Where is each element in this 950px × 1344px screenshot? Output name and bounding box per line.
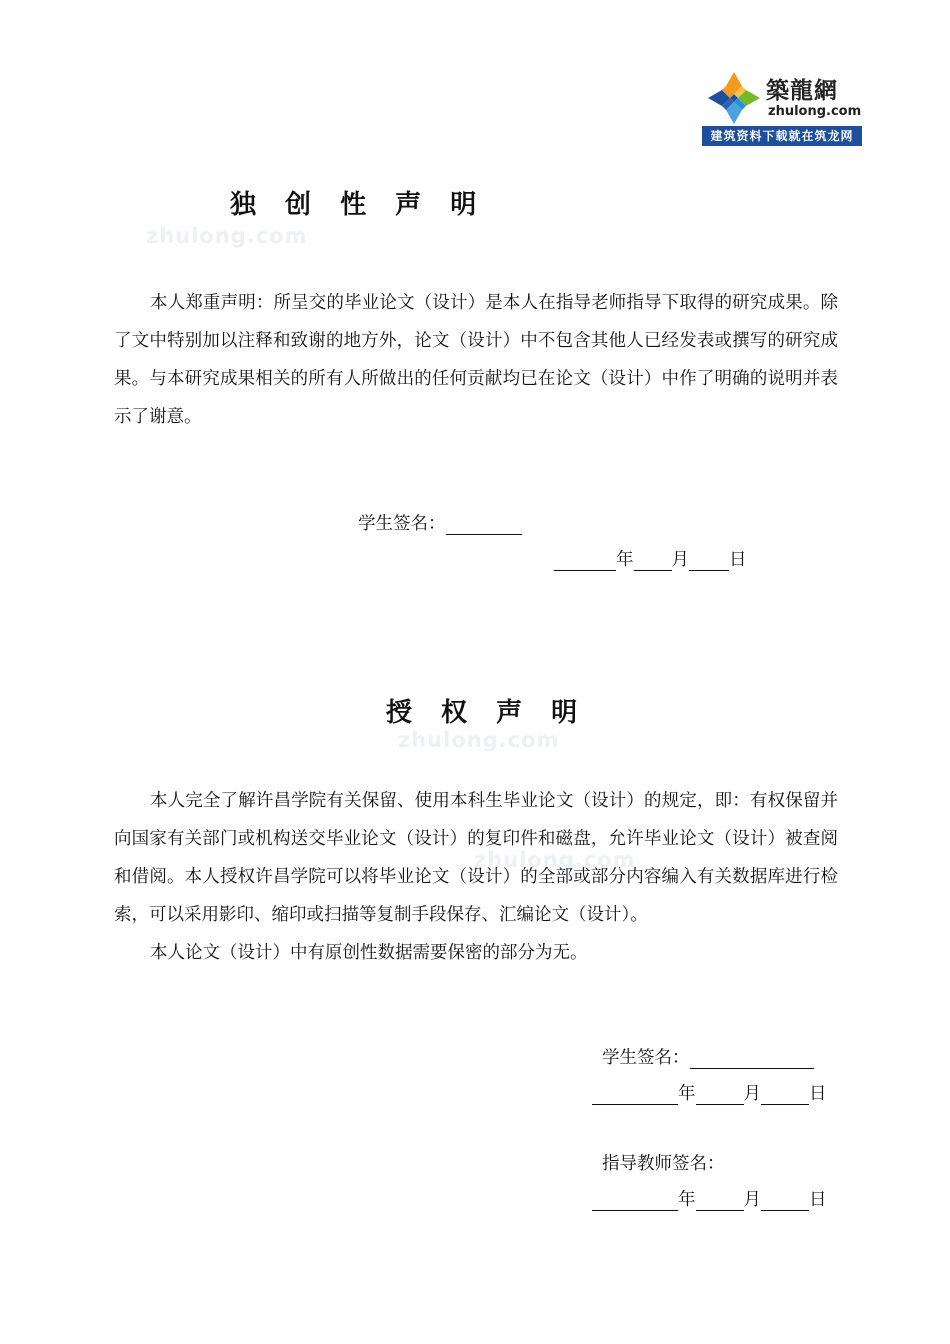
logo-tagline: 建筑资料下载就在筑龙网 [702, 126, 862, 146]
student-signature-line[interactable] [690, 1049, 814, 1069]
authorization-student-date [592, 1080, 827, 1105]
day-blank[interactable] [689, 551, 729, 571]
year-label: 年 [678, 1084, 696, 1104]
student-signature-label: 学生签名： [602, 1048, 690, 1068]
logo-domain: zhulong.com [768, 104, 862, 119]
day-label: 日 [809, 1190, 827, 1210]
day-label: 日 [809, 1084, 827, 1104]
year-blank[interactable] [592, 1191, 678, 1211]
watermark-2: zhulong.com [398, 728, 560, 752]
advisor-signature-label: 指导教师签名： [602, 1154, 725, 1174]
month-label: 月 [671, 550, 689, 570]
zhulong-logo [702, 66, 862, 146]
authorization-title: 授 权 声 明 [386, 698, 588, 728]
authorization-student-signature [602, 1044, 814, 1069]
originality-student-signature [358, 510, 522, 535]
originality-date [554, 546, 747, 571]
originality-paragraph: 本人郑重声明：所呈交的毕业论文（设计）是本人在指导老师指导下取得的研究成果。除了文中特别加以注释和致谢的地方外，论文（设计）中不包含其他人已经发表或撰写的研究成果。与本研究成果相关的所有人所做出的任何贡献均已在论文（设计）中作了明确的说明并表示了谢意。 [114, 293, 838, 427]
day-label: 日 [729, 550, 747, 570]
student-signature-label: 学生签名： [358, 514, 446, 534]
originality-title: 独 创 性 声 明 [230, 190, 487, 220]
month-blank[interactable] [696, 1085, 744, 1105]
month-blank[interactable] [634, 551, 672, 571]
year-blank[interactable] [592, 1085, 678, 1105]
day-blank[interactable] [761, 1085, 809, 1105]
day-blank[interactable] [761, 1191, 809, 1211]
year-blank[interactable] [554, 551, 616, 571]
authorization-paragraph-2: 本人论文（设计）中有原创性数据需要保密的部分为无。 [150, 943, 588, 963]
watermark-3: zhulong.com [474, 848, 636, 872]
authorization-paragraph-1: 本人完全了解许昌学院有关保留、使用本科生毕业论文（设计）的规定，即：有权保留并向国家有关部门或机构送交毕业论文（设计）的复印件和磁盘，允许毕业论文（设计）被查阅和借阅。本人授权许昌学院可以将毕业论文（设计）的全部或部分内容编入有关数据库进行检索，可以采用影印、缩印或扫描等复制手段保存、汇编论文（设计）。 [114, 791, 838, 925]
student-signature-line[interactable] [446, 515, 522, 535]
month-label: 月 [743, 1084, 761, 1104]
zhulong-mark-icon [706, 70, 762, 126]
year-label: 年 [616, 550, 634, 570]
month-blank[interactable] [696, 1191, 744, 1211]
authorization-advisor-signature [602, 1150, 725, 1175]
authorization-advisor-date [592, 1186, 827, 1211]
year-label: 年 [678, 1190, 696, 1210]
month-label: 月 [743, 1190, 761, 1210]
logo-top [702, 66, 862, 126]
logo-name: 築龍網 [766, 78, 838, 104]
watermark-1: zhulong.com [146, 224, 308, 248]
